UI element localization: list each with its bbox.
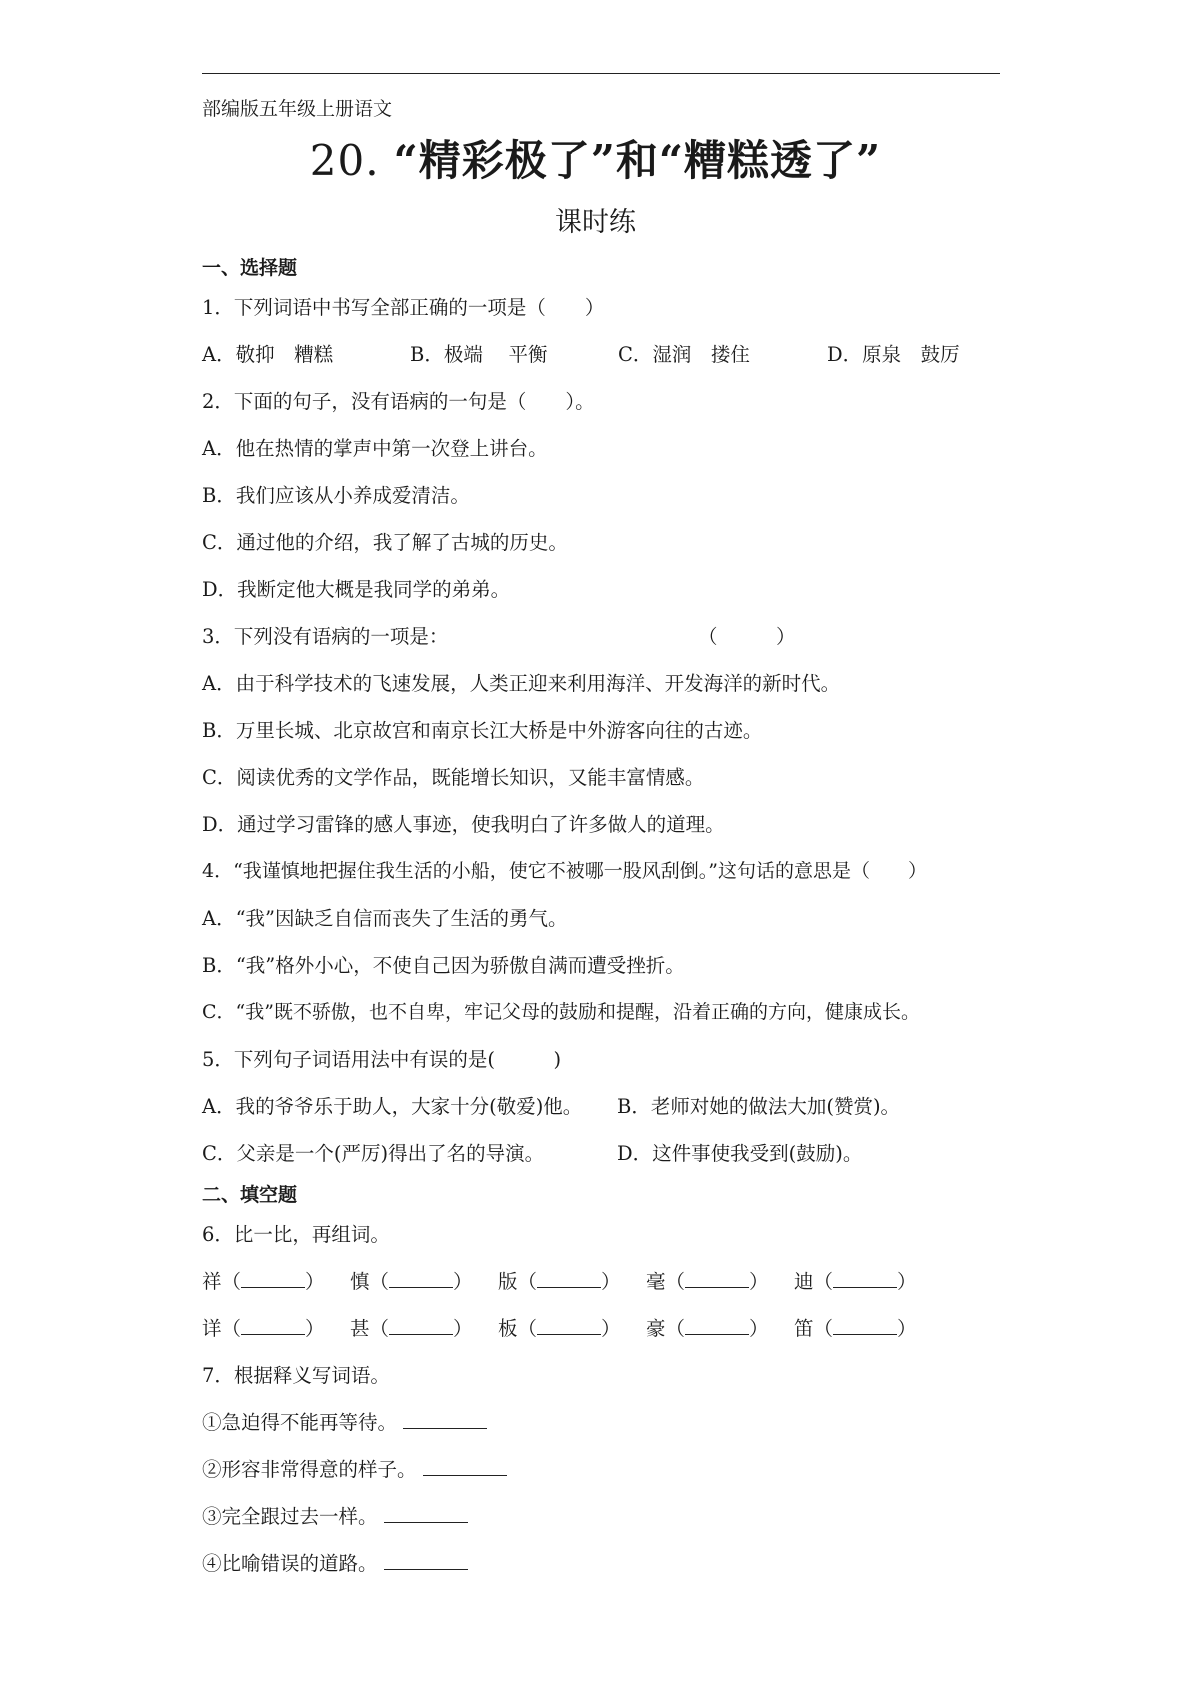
q7-stem: 7．根据释义写词语。 <box>202 1364 390 1387</box>
header-label: 部编版五年级上册语文 <box>202 98 393 120</box>
q6-item: 详（ ） <box>202 1317 325 1340</box>
q1-option-a: A．敬抑 糟糕 <box>202 343 334 366</box>
q6-char: 版 <box>498 1270 518 1293</box>
lesson-title: “精彩极了”和“糟糕透了” <box>393 136 882 185</box>
q5-stem: 5．下列句子词语用法中有误的是( ) <box>202 1048 562 1071</box>
q6-char: 迪 <box>794 1270 814 1293</box>
q1-option-c: C．湿润 搂住 <box>618 343 750 366</box>
q6-item: 版（ ） <box>498 1270 621 1293</box>
answer-blank[interactable] <box>537 1269 601 1288</box>
q6-row-2 <box>202 1313 917 1341</box>
q6-char: 豪 <box>646 1317 666 1340</box>
q6-item: 豪（ ） <box>646 1317 769 1340</box>
q4-option-b: B．“我”格外小心，不使自己因为骄傲自满而遭受挫折。 <box>202 954 685 977</box>
answer-blank[interactable] <box>685 1269 749 1288</box>
answer-blank[interactable] <box>403 1410 487 1429</box>
answer-blank[interactable] <box>241 1269 305 1288</box>
q3-option-a: A．由于科学技术的飞速发展，人类正迎来利用海洋、开发海洋的新时代。 <box>202 672 841 695</box>
q7-item-4 <box>202 1548 468 1576</box>
q6-char: 祥 <box>202 1270 222 1293</box>
q7-item-2 <box>202 1454 507 1482</box>
q1-option-d: D．原泉 鼓厉 <box>827 343 960 366</box>
q6-char: 慎 <box>350 1270 370 1293</box>
q2-option-c: C．通过他的介绍，我了解了古城的历史。 <box>202 531 568 554</box>
q6-item: 毫（ ） <box>646 1270 769 1293</box>
answer-blank[interactable] <box>389 1269 453 1288</box>
q3-stem-text: 3．下列没有语病的一项是： <box>202 625 449 648</box>
q1-stem: 1．下列词语中书写全部正确的一项是（ ） <box>202 296 605 319</box>
q1-option-b: B．极端 平衡 <box>410 343 548 366</box>
q6-item: 祥（ ） <box>202 1270 325 1293</box>
answer-blank[interactable] <box>833 1316 897 1335</box>
answer-blank[interactable] <box>384 1504 468 1523</box>
section-heading-choice: 一、选择题 <box>202 257 298 279</box>
q2-option-d: D．我断定他大概是我同学的弟弟。 <box>202 578 511 601</box>
page-subtitle: 课时练 <box>555 207 636 238</box>
q6-char: 笛 <box>794 1317 814 1340</box>
q3-option-c: C．阅读优秀的文学作品，既能增长知识，又能丰富情感。 <box>202 766 705 789</box>
q6-stem: 6．比一比，再组词。 <box>202 1223 390 1246</box>
q5-option-d: D．这件事使我受到(鼓励)。 <box>617 1142 863 1165</box>
lesson-number: 20. <box>309 136 380 185</box>
q6-item: 笛（ ） <box>794 1317 917 1340</box>
q2-option-b: B．我们应该从小养成爱清洁。 <box>202 484 470 507</box>
q4-stem: 4．“我谨慎地把握住我生活的小船，使它不被哪一股风刮倒。”这句话的意思是（ ） <box>202 860 928 882</box>
q6-row-1 <box>202 1266 917 1294</box>
q2-stem: 2．下面的句子，没有语病的一句是（ ）。 <box>202 390 595 413</box>
q3-answer-paren: （ ） <box>698 625 796 648</box>
q2-option-a: A．他在热情的掌声中第一次登上讲台。 <box>202 437 548 460</box>
q7-item-text: ③完全跟过去一样。 <box>202 1505 378 1528</box>
section-heading-fill: 二、填空题 <box>202 1184 298 1206</box>
q6-char: 甚 <box>350 1317 370 1340</box>
q6-char: 详 <box>202 1317 222 1340</box>
page-title <box>0 128 1191 188</box>
answer-blank[interactable] <box>833 1269 897 1288</box>
q3-stem <box>202 621 448 649</box>
q5-option-c: C．父亲是一个(严厉)得出了名的导演。 <box>202 1142 545 1165</box>
q3-option-d: D．通过学习雷锋的感人事迹，使我明白了许多做人的道理。 <box>202 813 725 836</box>
q4-option-c: C．“我”既不骄傲，也不自卑，牢记父母的鼓励和提醒，沿着正确的方向，健康成长。 <box>202 1001 920 1023</box>
q5-option-b: B．老师对她的做法大加(赞赏)。 <box>617 1095 901 1118</box>
q6-item: 板（ ） <box>498 1317 621 1340</box>
answer-blank[interactable] <box>537 1316 601 1335</box>
q7-item-text: ④比喻错误的道路。 <box>202 1552 378 1575</box>
answer-blank[interactable] <box>685 1316 749 1335</box>
q6-char: 板 <box>498 1317 518 1340</box>
q7-item-text: ①急迫得不能再等待。 <box>202 1411 398 1434</box>
q1-options <box>202 339 960 367</box>
q7-item-3 <box>202 1501 468 1529</box>
q3-option-b: B．万里长城、北京故宫和南京长江大桥是中外游客向往的古迹。 <box>202 719 763 742</box>
answer-blank[interactable] <box>241 1316 305 1335</box>
answer-blank[interactable] <box>384 1551 468 1570</box>
q6-item: 迪（ ） <box>794 1270 917 1293</box>
q6-char: 毫 <box>646 1270 666 1293</box>
answer-blank[interactable] <box>423 1457 507 1476</box>
q4-option-a: A．“我”因缺乏自信而丧失了生活的勇气。 <box>202 907 568 930</box>
answer-blank[interactable] <box>389 1316 453 1335</box>
q6-item: 慎（ ） <box>350 1270 473 1293</box>
q7-item-text: ②形容非常得意的样子。 <box>202 1458 417 1481</box>
top-rule <box>202 73 1000 74</box>
q6-item: 甚（ ） <box>350 1317 473 1340</box>
q5-option-a: A．我的爷爷乐于助人，大家十分(敬爱)他。 <box>202 1095 583 1118</box>
q7-item-1 <box>202 1407 487 1435</box>
